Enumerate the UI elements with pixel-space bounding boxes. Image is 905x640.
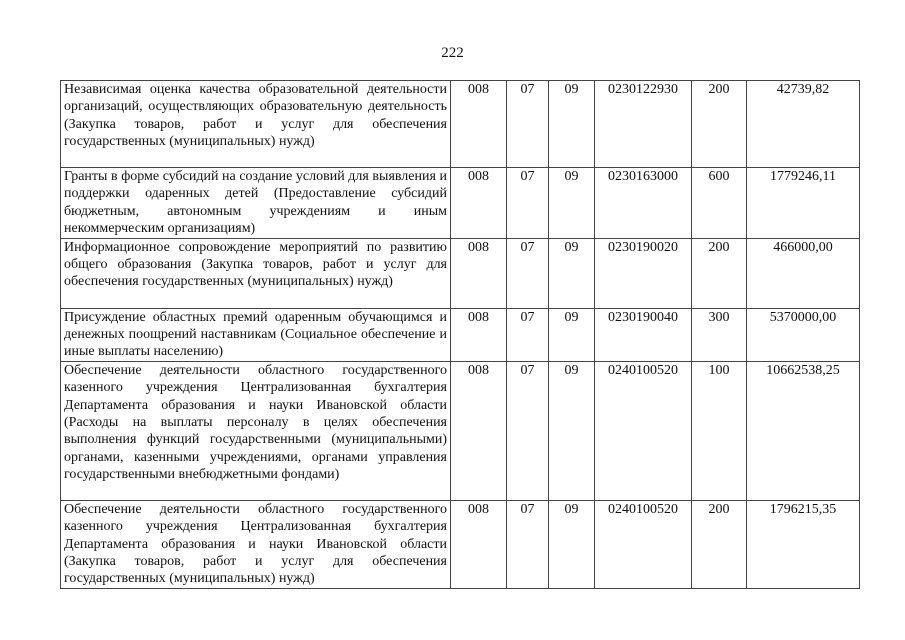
section-code: 07	[507, 500, 549, 588]
expense-description: Обеспечение деятельности областного государственного казенного учреждения Централизованная бухгалтерия Департамента образования и науки Ивановской области (Расходы на выплаты персоналу в целях обеспечения выполнения функций государственными (муниципальными) органами, казенными учреждениями, органами управления государственными внебюджетными фондами)	[61, 361, 451, 500]
budget-table-body	[61, 81, 860, 589]
department-code: 008	[451, 308, 507, 361]
table-row	[61, 81, 860, 168]
amount: 1779246,11	[747, 168, 860, 239]
table-row	[61, 361, 860, 500]
table-row	[61, 308, 860, 361]
target-item-code: 0230190020	[595, 238, 692, 308]
department-code: 008	[451, 81, 507, 168]
target-item-code: 0230163000	[595, 168, 692, 239]
subsection-code: 09	[549, 500, 595, 588]
page-number: 222	[441, 45, 464, 61]
expense-description: Информационное сопровождение мероприятий по развитию общего образования (Закупка товаров, работ и услуг для обеспечения государственных (муниципальных) нужд)	[61, 238, 451, 308]
budget-table	[60, 80, 860, 589]
amount: 5370000,00	[747, 308, 860, 361]
target-item-code: 0240100520	[595, 500, 692, 588]
amount: 42739,82	[747, 81, 860, 168]
department-code: 008	[451, 361, 507, 500]
amount: 466000,00	[747, 238, 860, 308]
expense-description: Независимая оценка качества образовательной деятельности организаций, осуществляющих образовательную деятельность (Закупка товаров, работ и услуг для обеспечения государственных (муниципальных) нужд)	[61, 81, 451, 168]
expense-type-code: 600	[692, 168, 747, 239]
table-row	[61, 500, 860, 588]
expense-description: Гранты в форме субсидий на создание условий для выявления и поддержки одаренных детей (Предоставление субсидий бюджетным, автономным учреждениям и иным некоммерческим организациям)	[61, 168, 451, 239]
table-row	[61, 168, 860, 239]
target-item-code: 0240100520	[595, 361, 692, 500]
section-code: 07	[507, 81, 549, 168]
subsection-code: 09	[549, 238, 595, 308]
section-code: 07	[507, 361, 549, 500]
expense-type-code: 300	[692, 308, 747, 361]
section-code: 07	[507, 238, 549, 308]
expense-type-code: 200	[692, 500, 747, 588]
amount: 1796215,35	[747, 500, 860, 588]
expense-type-code: 200	[692, 238, 747, 308]
department-code: 008	[451, 238, 507, 308]
section-code: 07	[507, 168, 549, 239]
target-item-code: 0230190040	[595, 308, 692, 361]
subsection-code: 09	[549, 168, 595, 239]
target-item-code: 0230122930	[595, 81, 692, 168]
department-code: 008	[451, 500, 507, 588]
department-code: 008	[451, 168, 507, 239]
subsection-code: 09	[549, 81, 595, 168]
table-row	[61, 238, 860, 308]
subsection-code: 09	[549, 308, 595, 361]
expense-type-code: 200	[692, 81, 747, 168]
amount: 10662538,25	[747, 361, 860, 500]
expense-description: Обеспечение деятельности областного государственного казенного учреждения Централизованная бухгалтерия Департамента образования и науки Ивановской области (Закупка товаров, работ и услуг для обеспечения государственных (муниципальных) нужд)	[61, 500, 451, 588]
expense-type-code: 100	[692, 361, 747, 500]
expense-description: Присуждение областных премий одаренным обучающимся и денежных поощрений наставникам (Социальное обеспечение и иные выплаты населению)	[61, 308, 451, 361]
section-code: 07	[507, 308, 549, 361]
subsection-code: 09	[549, 361, 595, 500]
